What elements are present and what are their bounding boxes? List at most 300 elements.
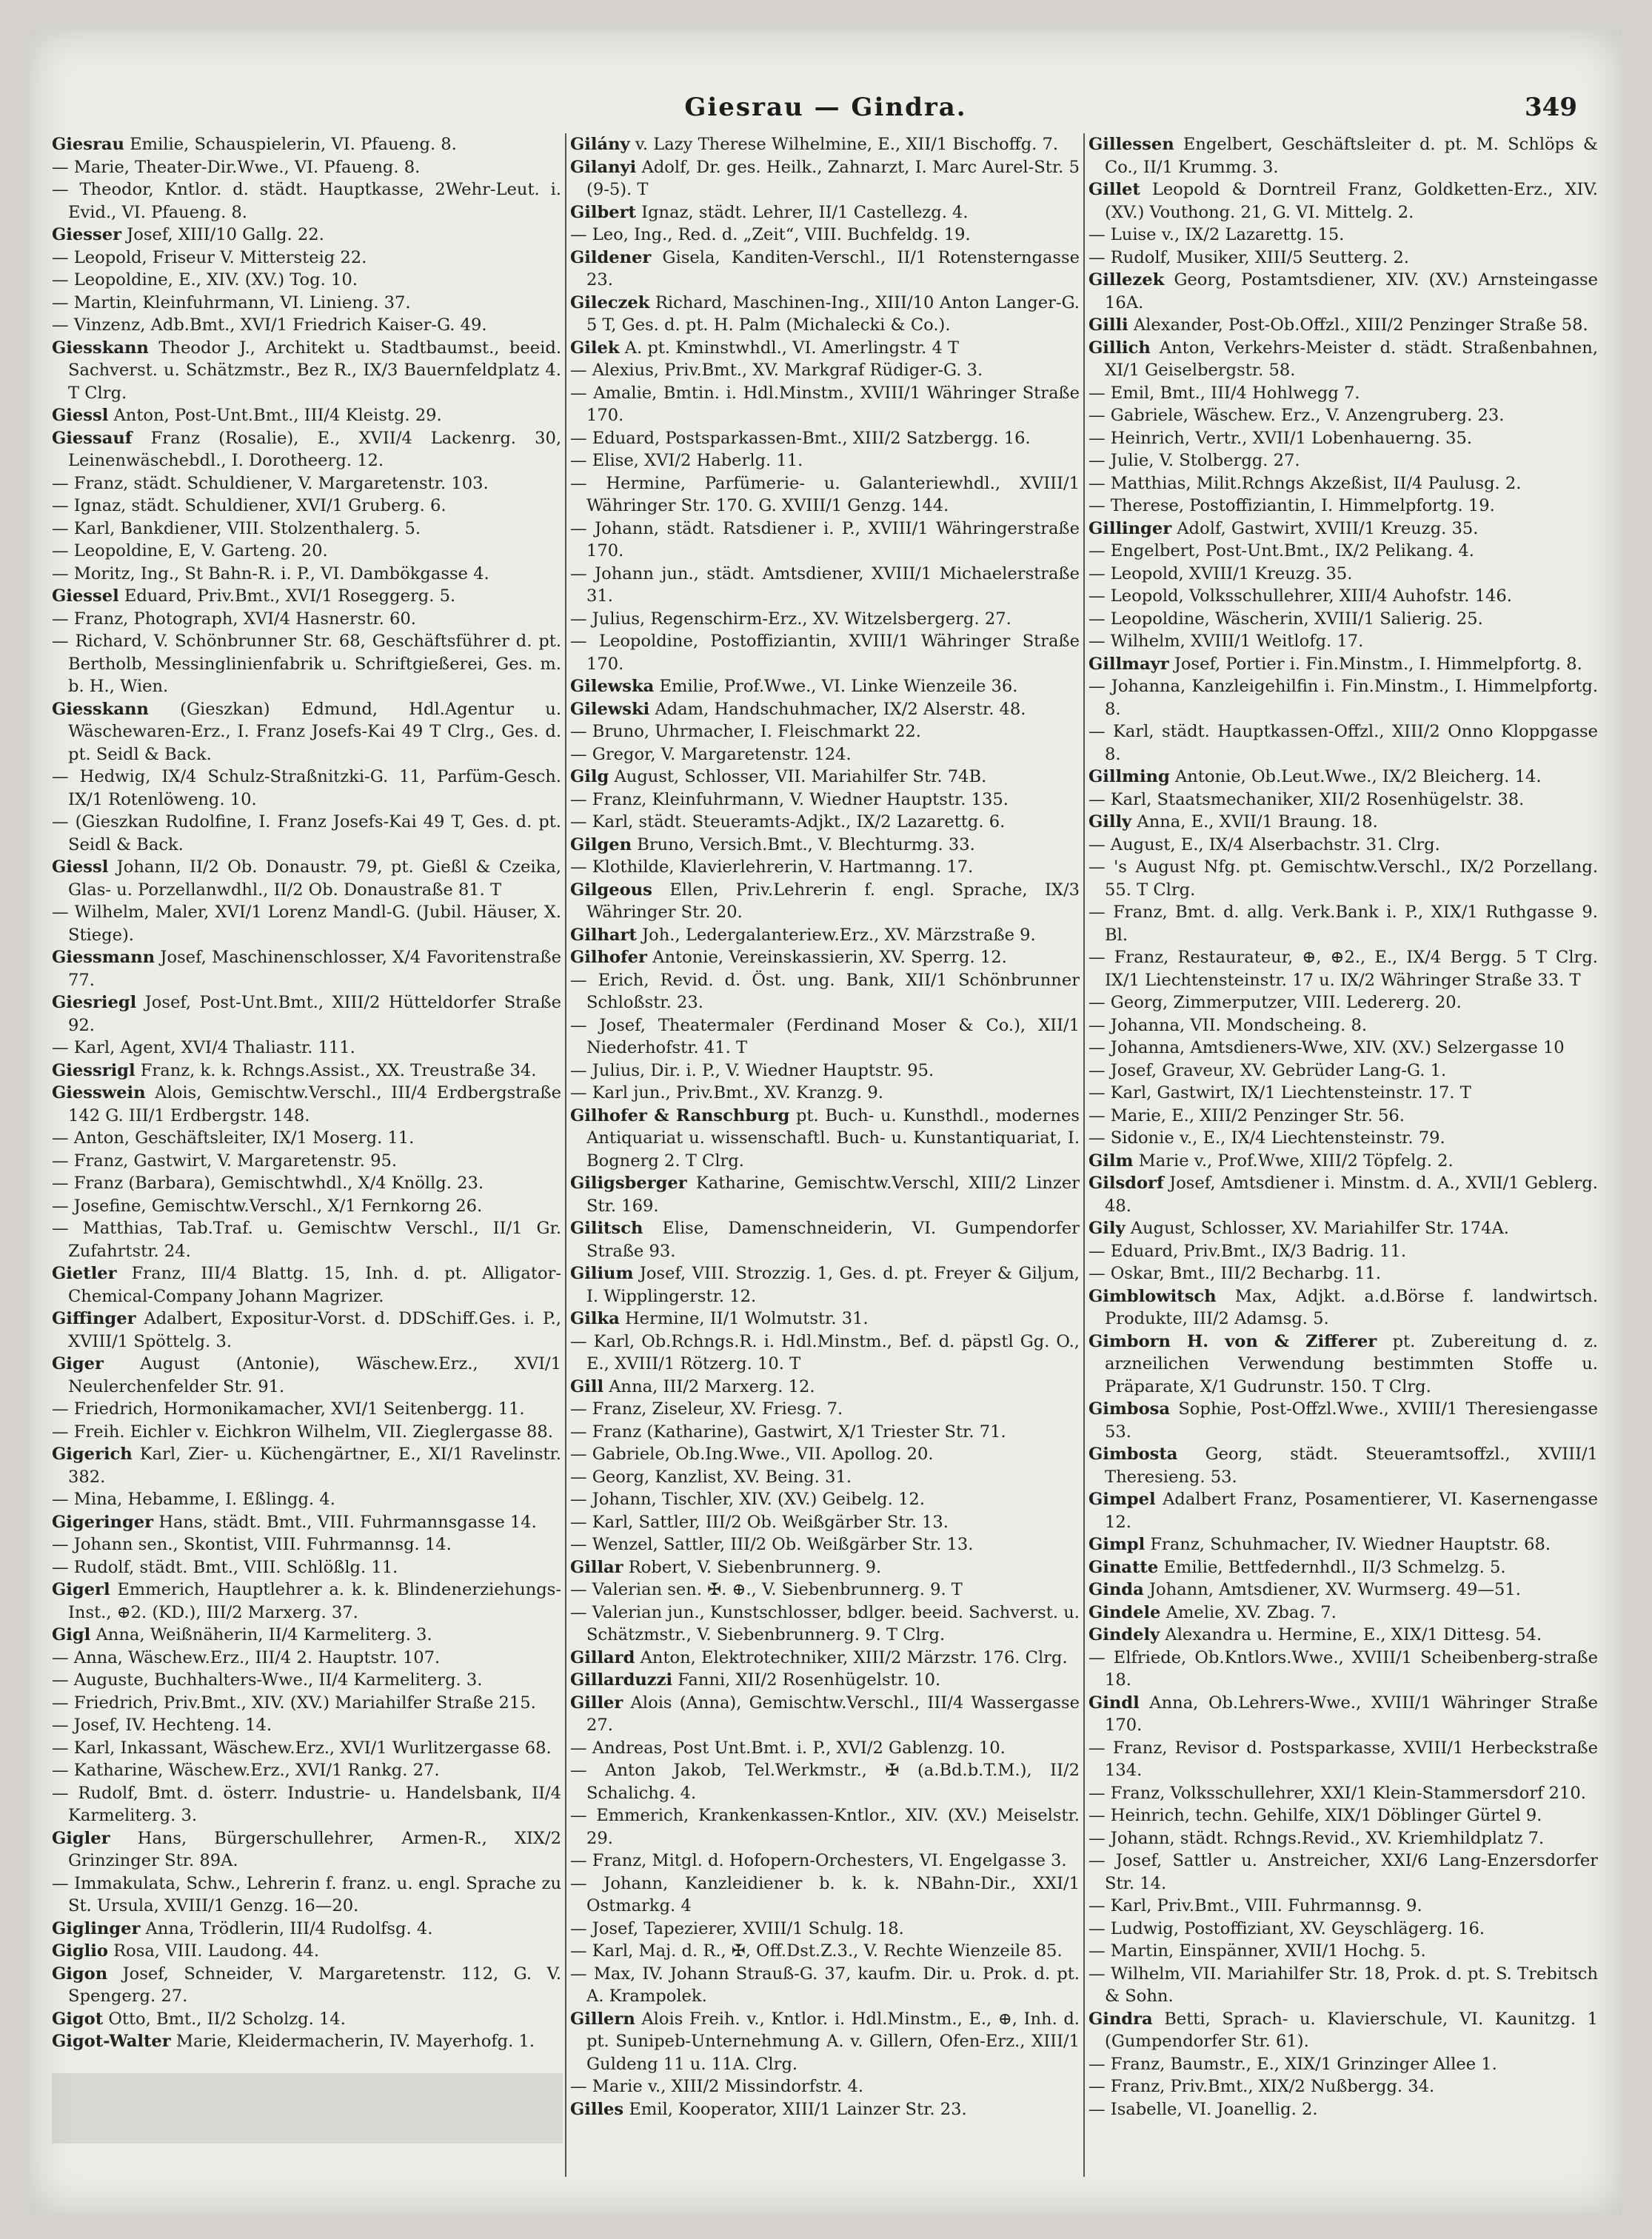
- entry-details: Sophie, Post-Offzl.Wwe., XVIII/1 Theresiengasse 53.: [1105, 1399, 1598, 1442]
- entry-details: — Julius, Regenschirm-Erz., XV. Witzelsbergerg. 27.: [570, 609, 1011, 629]
- directory-entry: [52, 1262, 561, 1308]
- directory-entry: [1088, 1918, 1598, 1941]
- entry-details: Hans, Bürgerschullehrer, Armen-R., XIX/2 Grinzinger Str. 89A.: [68, 1828, 561, 1870]
- entry-details: — August, E., IX/4 Alserbachstr. 31. Clrg.: [1088, 834, 1440, 854]
- directory-entry: [52, 427, 561, 472]
- directory-entry: [570, 924, 1080, 947]
- directory-entry: [52, 1060, 561, 1082]
- entry-details: Emilie, Schauspielerin, VI. Pfaueng. 8.: [130, 135, 457, 154]
- entry-details: Anna, Trödlerin, III/4 Rudolfsg. 4.: [145, 1918, 433, 1938]
- entry-details: — Bruno, Uhrmacher, I. Fleischmarkt 22.: [570, 722, 921, 741]
- directory-column-3: [1088, 133, 1598, 2184]
- entry-surname: Giffinger: [52, 1309, 136, 1328]
- entry-details: — Josef, Graveur, XV. Gebrüder Lang-G. 1.: [1088, 1060, 1447, 1080]
- entry-details: — Leopoldine, Wäscherin, XVIII/1 Salierig. 25.: [1088, 609, 1483, 629]
- entry-surname: Gilgen: [570, 834, 632, 854]
- entry-details: — Wenzel, Sattler, III/2 Ob. Weißgärber Str. 13.: [570, 1535, 974, 1554]
- directory-entry: [570, 743, 1080, 766]
- entry-surname: Gilewska: [570, 677, 655, 696]
- directory-entry: [1088, 1488, 1598, 1533]
- directory-entry: [1088, 1692, 1598, 1737]
- directory-entry: [52, 292, 561, 315]
- directory-entry: [1088, 1647, 1598, 1692]
- directory-entry: [52, 1421, 561, 1444]
- directory-entry: [570, 1105, 1080, 1173]
- directory-entry: [1088, 1037, 1598, 1060]
- directory-entry: [570, 1014, 1080, 1060]
- directory-entry: [570, 201, 1080, 224]
- directory-entry: [52, 495, 561, 518]
- entry-details: — Gregor, V. Margaretenstr. 124.: [570, 744, 852, 764]
- entry-details: — Klothilde, Klavierlehrerin, V. Hartmanng. 17.: [570, 857, 974, 877]
- entry-details: Hermine, II/1 Wolmutstr. 31.: [624, 1309, 869, 1328]
- directory-entry: [570, 1804, 1080, 1850]
- entry-surname: Giller: [570, 1693, 623, 1713]
- directory-entry: [52, 1918, 561, 1941]
- entry-surname: Gigerich: [52, 1445, 133, 1464]
- entry-surname: Gilhofer: [570, 948, 647, 967]
- entry-surname: Gimblowitsch: [1088, 1286, 1217, 1306]
- column-divider: [565, 133, 566, 2177]
- entry-details: Anna, Ob.Lehrers-Wwe., XVIII/1 Währinger Straße 170.: [1105, 1693, 1598, 1735]
- directory-entry: [570, 630, 1080, 675]
- directory-entry: [52, 991, 561, 1037]
- entry-details: Anton, Elektrotechniker, XIII/2 Märzstr. 176. Clrg.: [640, 1647, 1068, 1667]
- directory-entry: [1088, 1827, 1598, 1850]
- entry-surname: Giesskann: [52, 338, 149, 358]
- directory-entry: [1088, 1963, 1598, 2008]
- directory-entry: [1088, 1850, 1598, 1895]
- entry-details: — Karl, Priv.Bmt., VIII. Fuhrmannsg. 9.: [1088, 1896, 1422, 1915]
- entry-details: — Johann, städt. Ratsdiener i. P., XVIII/1 Währingerstraße 170.: [570, 518, 1080, 560]
- entry-details: — Johann, Tischler, XIV. (XV.) Geibelg. 12.: [570, 1490, 925, 1509]
- directory-entry: [570, 675, 1080, 698]
- entry-surname: Giglinger: [52, 1918, 141, 1938]
- entry-surname: Gigerl: [52, 1580, 110, 1599]
- directory-entry: [52, 133, 561, 156]
- directory-entry: [1088, 811, 1598, 834]
- entry-surname: Gily: [1088, 1219, 1126, 1238]
- entry-details: — Johanna, VII. Mondscheing. 8.: [1088, 1015, 1368, 1035]
- directory-entry: [1088, 2075, 1598, 2098]
- entry-details: — Franz (Katharine), Gastwirt, X/1 Triester Str. 71.: [570, 1422, 1006, 1442]
- entry-details: Georg, Postamtsdiener, XIV. (XV.) Arnsteingasse 16A.: [1105, 270, 1598, 312]
- entry-details: Engelbert, Geschäftsleiter d. pt. M. Schlöps & Co., II/1 Krummg. 3.: [1105, 135, 1598, 177]
- entry-surname: Gilány: [570, 135, 630, 154]
- entry-details: — Anna, Wäschew.Erz., III/4 2. Hauptstr. 107.: [52, 1647, 441, 1667]
- directory-entry: [1088, 518, 1598, 540]
- directory-entry: [52, 1579, 561, 1624]
- entry-details: — Johanna, Amtsdieners-Wwe, XIV. (XV.) Selzergasse 10: [1088, 1038, 1565, 1057]
- directory-entry: [52, 698, 561, 766]
- directory-entry: [570, 811, 1080, 834]
- directory-entry: [52, 1037, 561, 1060]
- directory-entry: [52, 247, 561, 270]
- entry-details: — Wilhelm, VII. Mariahilfer Str. 18, Prok. d. pt. S. Trebitsch & Sohn.: [1088, 1964, 1598, 2006]
- directory-entry: [52, 1127, 561, 1150]
- entry-details: — Anton, Geschäftsleiter, IX/1 Moserg. 11.: [52, 1128, 415, 1148]
- directory-entry: [52, 585, 561, 608]
- directory-entry: [570, 1556, 1080, 1579]
- entry-details: — Johann jun., städt. Amtsdiener, XVIII/1 Michaelerstraße 31.: [570, 563, 1080, 606]
- entry-details: — Immakulata, Schw., Lehrerin f. franz. u. engl. Sprache zu St. Ursula, XVIII/1 Genzg. 16—20.: [52, 1873, 561, 1915]
- directory-entry: [570, 720, 1080, 743]
- directory-entry: [570, 1579, 1080, 1602]
- entry-surname: Gilium: [570, 1264, 634, 1283]
- entry-surname: Giesser: [52, 225, 121, 244]
- entry-details: — Karl, städt. Steueramts-Adjkt., IX/2 Lazarettg. 6.: [570, 812, 1006, 831]
- directory-entry: [570, 1692, 1080, 1737]
- entry-details: — Franz, Priv.Bmt., XIX/2 Nußbergg. 34.: [1088, 2077, 1435, 2096]
- entry-details: — Wilhelm, Maler, XVI/1 Lorenz Mandl-G. (Jubil. Häuser, X. Stiege).: [52, 903, 561, 945]
- entry-details: — Franz, Bmt. d. allg. Verk.Bank i. P., XIX/1 Ruthgasse 9. Bl.: [1088, 903, 1598, 945]
- entry-details: Elise, Damenschneiderin, VI. Gumpendorfer Straße 93.: [586, 1219, 1080, 1261]
- entry-details: — Alexius, Priv.Bmt., XV. Markgraf Rüdiger-G. 3.: [570, 361, 983, 380]
- directory-entry: [52, 1963, 561, 2008]
- directory-entry: [570, 224, 1080, 247]
- entry-details: — Karl, Staatsmechaniker, XII/2 Rosenhügelstr. 38.: [1088, 789, 1525, 809]
- directory-entry: [1088, 404, 1598, 427]
- directory-entry: [52, 1511, 561, 1534]
- entry-details: Adalbert Franz, Posamentierer, VI. Kasernengasse 12.: [1105, 1490, 1598, 1532]
- entry-details: — Heinrich, techn. Gehilfe, XIX/1 Döblinger Gürtel 9.: [1088, 1806, 1542, 1825]
- entry-details: — Amalie, Bmtin. i. Hdl.Minstm., XVIII/1 Währinger Straße 170.: [570, 383, 1080, 425]
- directory-entry: [52, 901, 561, 946]
- entry-details: Marie, Kleidermacherin, IV. Mayerhofg. 1.: [175, 2032, 535, 2051]
- directory-entry: [570, 1759, 1080, 1804]
- entry-details: Antonie, Vereinskassierin, XV. Sperrg. 12.: [652, 948, 1007, 967]
- entry-details: — Karl, Sattler, III/2 Ob. Weißgärber Str. 13.: [570, 1512, 949, 1532]
- directory-column-2: [570, 133, 1080, 2184]
- entry-details: — Richard, V. Schönbrunner Str. 68, Geschäftsführer d. pt. Bertholb, Messinglinienfabrik u. Schriftgießerei, Ges. m. b. H., Wien.: [52, 632, 561, 696]
- entry-details: — Mina, Hebamme, I. Eßlingg. 4.: [52, 1490, 335, 1509]
- directory-entry: [570, 2075, 1080, 2098]
- directory-entry: [1088, 1217, 1598, 1240]
- entry-surname: Gilbert: [570, 202, 636, 222]
- entry-details: Bruno, Versich.Bmt., V. Blechturmg. 33.: [637, 834, 975, 854]
- entry-details: — Leo, Ing., Red. d. „Zeit“, VIII. Buchfeldg. 19.: [570, 225, 971, 244]
- directory-entry: [570, 1082, 1080, 1105]
- directory-entry: [52, 1172, 561, 1195]
- directory-entry: [570, 133, 1080, 156]
- directory-entry: [1088, 1579, 1598, 1602]
- directory-entry: [1088, 585, 1598, 608]
- directory-entry: [1088, 789, 1598, 811]
- directory-entry: [570, 1602, 1080, 1647]
- entry-details: Adolf, Gastwirt, XVIII/1 Kreuzg. 35.: [1177, 518, 1479, 538]
- entry-details: — Josef, Tapezierer, XVIII/1 Schulg. 18.: [570, 1918, 904, 1938]
- entry-details: Alois Freih. v., Kntlor. i. Hdl.Minstm., E., ⊕, Inh. d. pt. Sunipeb-Unternehmung A. v. Gillern, Ofen-Erz., XIII/1 Guldeng 11 u. 11A. Clrg.: [586, 2009, 1080, 2074]
- directory-entry: [52, 1217, 561, 1262]
- entry-details: — Karl, Ob.Rchngs.R. i. Hdl.Minstm., Bef. d. päpstl Gg. O., E., XVIII/1 Rötzerg. 10. T: [570, 1331, 1080, 1373]
- directory-entry: [52, 608, 561, 631]
- entry-details: Josef, VIII. Strozzig. 1, Ges. d. pt. Freyer & Giljum, I. Wipplingerstr. 12.: [586, 1264, 1080, 1306]
- directory-entry: [570, 834, 1080, 857]
- entry-surname: Giesrau: [52, 135, 124, 154]
- entry-details: — Heinrich, Vertr., XVII/1 Lobenhauerng. 35.: [1088, 428, 1473, 448]
- entry-details: Josef, Amtsdiener i. Minstm. d. A., XVII/1 Geblerg. 48.: [1105, 1174, 1598, 1216]
- entry-details: — Engelbert, Post-Unt.Bmt., IX/2 Pelikang. 4.: [1088, 541, 1474, 560]
- entry-details: — Josef, Sattler u. Anstreicher, XXI/6 Lang-Enzersdorfer Str. 14.: [1088, 1851, 1598, 1893]
- directory-entry: [570, 969, 1080, 1014]
- entry-details: Anna, E., XVII/1 Braung. 18.: [1137, 812, 1378, 831]
- directory-entry: [1088, 1060, 1598, 1082]
- entry-surname: Gillezek: [1088, 270, 1165, 290]
- directory-entry: [1088, 1172, 1598, 1217]
- directory-entry: [52, 1647, 561, 1670]
- entry-details: Ignaz, städt. Lehrer, II/1 Castellezg. 4.: [641, 202, 969, 222]
- entry-surname: Gillich: [1088, 338, 1151, 358]
- entry-details: — Rudolf, städt. Bmt., VIII. Schlößlg. 11.: [52, 1557, 398, 1577]
- directory-entry: [1088, 1443, 1598, 1488]
- entry-details: Emilie, Prof.Wwe., VI. Linke Wienzeile 36.: [659, 677, 1018, 696]
- entry-details: — Eduard, Postsparkassen-Bmt., XIII/2 Satzbergg. 16.: [570, 428, 1031, 448]
- entry-surname: Giessauf: [52, 428, 133, 448]
- entry-surname: Gilek: [570, 338, 620, 358]
- directory-entry: [1088, 133, 1598, 178]
- entry-details: — (Gieszkan Rudolfine, I. Franz Josefs-Kai 49 T, Ges. d. pt. Seidl & Back.: [52, 812, 561, 854]
- entry-details: — Franz, Baumstr., E., XIX/1 Grinzinger Allee 1.: [1088, 2054, 1497, 2074]
- entry-details: Franz, III/4 Blattg. 15, Inh. d. pt. Alligator-Chemical-Company Johann Magrizer.: [68, 1264, 561, 1306]
- entry-details: — Leopold, Volksschullehrer, XIII/4 Auhofstr. 146.: [1088, 586, 1512, 606]
- entry-details: — Martin, Einspänner, XVII/1 Hochg. 5.: [1088, 1941, 1426, 1961]
- entry-details: Anna, Weißnäherin, II/4 Karmeliterg. 3.: [96, 1625, 432, 1644]
- entry-details: Joh., Ledergalanteriew.Erz., XV. Märzstraße 9.: [642, 925, 1036, 945]
- directory-entry: [52, 1624, 561, 1647]
- directory-entry: [1088, 1285, 1598, 1331]
- directory-entry: [1088, 1262, 1598, 1285]
- entry-details: Alexandra u. Hermine, E., XIX/1 Dittesg. 54.: [1165, 1625, 1542, 1644]
- entry-details: — Josefine, Gemischtw.Verschl., X/1 Fernkorng 26.: [52, 1196, 483, 1216]
- entry-details: — Gabriele, Ob.Ing.Wwe., VII. Apollog. 20.: [570, 1445, 934, 1464]
- entry-details: Adam, Handschuhmacher, IX/2 Alserstr. 48.: [655, 699, 1026, 719]
- directory-entry: [1088, 834, 1598, 857]
- directory-entry: [570, 1963, 1080, 2008]
- entry-details: — Wilhelm, XVIII/1 Weitlofg. 17.: [1088, 632, 1364, 651]
- entry-details: — Eduard, Priv.Bmt., IX/3 Badrig. 11.: [1088, 1241, 1407, 1261]
- directory-entry: [1088, 427, 1598, 450]
- directory-entry: [570, 1421, 1080, 1444]
- directory-entry: [570, 1533, 1080, 1556]
- entry-details: Katharine, Gemischtw.Verschl, XIII/2 Linzer Str. 169.: [586, 1174, 1080, 1216]
- directory-entry: [1088, 540, 1598, 563]
- entry-surname: Gilli: [1088, 315, 1128, 335]
- entry-surname: Gindl: [1088, 1693, 1140, 1713]
- directory-entry: [570, 156, 1080, 201]
- directory-entry: [1088, 314, 1598, 337]
- entry-details: — Johann sen., Skontist, VIII. Fuhrmannsg. 14.: [52, 1535, 452, 1554]
- entry-details: — Emil, Bmt., III/4 Hohlwegg 7.: [1088, 383, 1360, 403]
- directory-entry: [1088, 1940, 1598, 1963]
- entry-surname: Gildener: [570, 247, 652, 267]
- directory-entry: [1088, 1804, 1598, 1827]
- entry-details: Josef, Post-Unt.Bmt., XIII/2 Hütteldorfer Straße 92.: [68, 993, 561, 1035]
- directory-entry: [1088, 675, 1598, 720]
- entry-details: pt. Buch- u. Kunsthdl., modernes Antiquariat u. wissenschaftl. Buch- u. Kunstantiquariat, I. Bognerg 2. T Clrg.: [586, 1105, 1080, 1171]
- entry-details: Emmerich, Hauptlehrer a. k. k. Blindenerziehungs-Inst., ⊕2. (KD.), III/2 Marxerg. 37.: [68, 1580, 561, 1622]
- directory-entry: [570, 2098, 1080, 2121]
- directory-entry: [570, 1872, 1080, 1918]
- entry-details: — Karl, Agent, XVI/4 Thaliastr. 111.: [52, 1038, 355, 1057]
- entry-surname: Gimbosa: [1088, 1399, 1171, 1419]
- directory-entry: [52, 1759, 561, 1782]
- directory-entry: [52, 1737, 561, 1760]
- directory-entry: [1088, 1602, 1598, 1624]
- entry-details: — Franz, Gastwirt, V. Margaretenstr. 95.: [52, 1151, 398, 1171]
- directory-entry: [1088, 563, 1598, 586]
- directory-entry: [52, 224, 561, 247]
- entry-surname: Gigler: [52, 1828, 110, 1848]
- entry-details: — Anton Jakob, Tel.Werkmstr., ✠ (a.Bd.b.T.M.), II/2 Schalichg. 4.: [570, 1761, 1080, 1803]
- entry-details: Marie v., Prof.Wwe, XIII/2 Töpfelg. 2.: [1138, 1151, 1454, 1171]
- page-number: 349: [1525, 93, 1577, 122]
- directory-entry: [52, 540, 561, 563]
- directory-entry: [570, 472, 1080, 518]
- entry-details: — Gabriele, Wäschew. Erz., V. Anzengruberg. 23.: [1088, 406, 1505, 425]
- entry-details: — Matthias, Tab.Traf. u. Gemischtw Verschl., II/1 Gr. Zufahrtstr. 24.: [52, 1219, 561, 1261]
- directory-entry: [1088, 1150, 1598, 1173]
- entry-details: Betti, Sprach- u. Klavierschule, VI. Kaunitzg. 1 (Gumpendorfer Str. 61).: [1105, 2009, 1598, 2051]
- entry-details: v. Lazy Therese Wilhelmine, E., XII/1 Bischoffg. 7.: [635, 135, 1059, 154]
- entry-details: — Hermine, Parfümerie- u. Galanteriewhdl., XVIII/1 Währinger Str. 170. G. XVIII/1 Genzg. 144.: [570, 473, 1080, 515]
- directory-entry: [1088, 1398, 1598, 1443]
- directory-entry: [1088, 382, 1598, 405]
- directory-entry: [52, 1353, 561, 1398]
- entry-details: — Auguste, Buchhalters-Wwe., II/4 Karmeliterg. 3.: [52, 1670, 483, 1690]
- entry-surname: Ginatte: [1088, 1557, 1159, 1577]
- entry-details: August, Schlosser, XV. Mariahilfer Str. 174A.: [1130, 1219, 1509, 1238]
- directory-entry: [52, 404, 561, 427]
- entry-details: — Franz, Ziseleur, XV. Friesg. 7.: [570, 1399, 843, 1419]
- directory-entry: [52, 1082, 561, 1127]
- entry-details: Fanni, XII/2 Rosenhügelstr. 10.: [678, 1670, 941, 1690]
- entry-surname: Gimpel: [1088, 1490, 1156, 1509]
- entry-details: Alois, Gemischtw.Verschl., III/4 Erdbergstraße 142 G. III/1 Erdbergstr. 148.: [68, 1083, 561, 1125]
- entry-details: Franz, Schuhmacher, IV. Wiedner Hauptstr. 68.: [1150, 1535, 1551, 1554]
- entry-surname: Gillinger: [1088, 518, 1172, 538]
- directory-entry: [52, 1669, 561, 1692]
- entry-details: — Franz, städt. Schuldiener, V. Margaretenstr. 103.: [52, 473, 489, 493]
- entry-surname: Gillet: [1088, 180, 1140, 199]
- directory-columns: [52, 133, 1599, 2192]
- entry-details: — Leopoldine, E., XIV. (XV.) Tog. 10.: [52, 270, 358, 290]
- directory-entry: [52, 1872, 561, 1918]
- entry-surname: Ginda: [1088, 1580, 1144, 1599]
- directory-entry: [570, 1918, 1080, 1941]
- directory-entry: [52, 1827, 561, 1872]
- directory-entry: [1088, 991, 1598, 1014]
- directory-entry: [570, 1669, 1080, 1692]
- entry-details: — Martin, Kleinfuhrmann, VI. Linieng. 37.: [52, 292, 411, 312]
- directory-entry: [570, 337, 1080, 360]
- directory-entry: [1088, 2053, 1598, 2076]
- entry-details: — Sidonie v., E., IX/4 Liechtensteinstr. 79.: [1088, 1128, 1445, 1148]
- entry-details: — Julie, V. Stolbergg. 27.: [1088, 451, 1300, 470]
- entry-details: — Marie, E., XIII/2 Penzinger Str. 56.: [1088, 1105, 1405, 1125]
- entry-surname: Giesswein: [52, 1083, 146, 1102]
- directory-entry: [570, 1511, 1080, 1534]
- directory-entry: [52, 472, 561, 495]
- entry-details: — Freih. Eichler v. Eichkron Wilhelm, VII. Zieglergasse 88.: [52, 1422, 553, 1442]
- directory-entry: [570, 766, 1080, 789]
- directory-entry: [52, 337, 561, 405]
- entry-details: — Johann, städt. Rchngs.Revid., XV. Kriemhildplatz 7.: [1088, 1828, 1545, 1848]
- entry-details: — Karl jun., Priv.Bmt., XV. Kranzg. 9.: [570, 1083, 883, 1102]
- entry-surname: Giligsberger: [570, 1174, 687, 1193]
- directory-entry: [52, 1443, 561, 1488]
- entry-details: Richard, Maschinen-Ing., XIII/10 Anton Langer-G. 5 T, Ges. d. pt. H. Palm (Michalecki & Co.).: [586, 292, 1080, 335]
- directory-entry: [52, 518, 561, 540]
- entry-surname: Gilm: [1088, 1151, 1134, 1171]
- directory-entry: [1088, 1533, 1598, 1556]
- directory-entry: [1088, 224, 1598, 247]
- entry-details: — Marie v., XIII/2 Missindorfstr. 4.: [570, 2077, 864, 2096]
- entry-details: Franz, k. k. Rchngs.Assist., XX. Treustraße 34.: [140, 1060, 537, 1080]
- directory-entry: [52, 178, 561, 224]
- entry-surname: Gigon: [52, 1964, 108, 1984]
- entry-details: — Franz, Mitgl. d. Hofopern-Orchesters, VI. Engelgasse 3.: [570, 1851, 1067, 1870]
- entry-surname: Gindely: [1088, 1625, 1160, 1644]
- entry-details: Karl, Zier- u. Küchengärtner, E., XI/1 Ravelinstr. 382.: [68, 1445, 561, 1487]
- entry-details: A. pt. Kminstwhdl., VI. Amerlingstr. 4 T: [624, 338, 960, 358]
- directory-entry: [1088, 337, 1598, 382]
- directory-entry: [570, 1850, 1080, 1872]
- directory-entry: [570, 1308, 1080, 1331]
- directory-entry: [52, 1782, 561, 1827]
- entry-details: — Josef, Theatermaler (Ferdinand Moser & Co.), XII/1 Niederhofstr. 41. T: [570, 1015, 1080, 1057]
- entry-details: Anna, III/2 Marxerg. 12.: [609, 1376, 815, 1396]
- directory-entry: [570, 1262, 1080, 1308]
- directory-entry: [570, 449, 1080, 472]
- entry-details: — Marie, Theater-Dir.Wwe., VI. Pfaueng. 8.: [52, 157, 421, 177]
- entry-surname: Giessmann: [52, 948, 155, 967]
- entry-details: — Leopoldine, E, V. Garteng. 20.: [52, 541, 328, 560]
- directory-entry: [570, 946, 1080, 969]
- entry-details: Anton, Verkehrs-Meister d. städt. Straßenbahnen, XI/1 Geiselbergstr. 58.: [1105, 338, 1598, 380]
- entry-surname: Gilgeous: [570, 880, 652, 900]
- entry-details: — Leopoldine, Postoffiziantin, XVIII/1 Währinger Straße 170.: [570, 632, 1080, 674]
- entry-surname: Gillessen: [1088, 135, 1174, 154]
- directory-entry: [570, 359, 1080, 382]
- directory-entry: [52, 1195, 561, 1218]
- entry-surname: Giessl: [52, 857, 109, 877]
- directory-entry: [1088, 495, 1598, 518]
- directory-entry: [52, 1308, 561, 1353]
- directory-entry: [52, 766, 561, 811]
- directory-entry: [570, 1376, 1080, 1399]
- directory-entry: [52, 156, 561, 179]
- entry-details: Georg, städt. Steueramtsoffzl., XVIII/1 Theresieng. 53.: [1105, 1445, 1598, 1487]
- entry-surname: Gilhart: [570, 925, 637, 945]
- entry-details: — Matthias, Milit.Rchngs Akzeßist, II/4 Paulusg. 2.: [1088, 473, 1522, 493]
- directory-entry: [570, 608, 1080, 631]
- entry-details: Theodor J., Architekt u. Stadtbaumst., beeid. Sachverst. u. Schätzmstr., Bez R., IX/3 Bauernfeldplatz 4. T Clrg.: [68, 338, 561, 403]
- entry-details: — Ignaz, städt. Schuldiener, XVI/1 Gruberg. 6.: [52, 496, 447, 515]
- entry-details: Johann, Amtsdiener, XV. Wurmserg. 49—51.: [1148, 1580, 1521, 1599]
- directory-entry: [570, 1443, 1080, 1466]
- entry-details: — Josef, IV. Hechteng. 14.: [52, 1716, 272, 1735]
- entry-surname: Giessl: [52, 406, 109, 425]
- entry-details: — Friedrich, Priv.Bmt., XIV. (XV.) Mariahilfer Straße 215.: [52, 1693, 536, 1713]
- entry-surname: Gimpl: [1088, 1535, 1146, 1554]
- entry-details: August, Schlosser, VII. Mariahilfer Str. 74B.: [614, 767, 987, 786]
- entry-surname: Gill: [570, 1376, 604, 1396]
- entry-surname: Gileczek: [570, 292, 650, 312]
- page-title: Giesrau — Gindra.: [684, 93, 967, 122]
- directory-entry: [570, 1398, 1080, 1421]
- entry-details: — Leopold, Friseur V. Mittersteig 22.: [52, 247, 367, 267]
- entry-details: Alexander, Post-Ob.Offzl., XIII/2 Penzinger Straße 58.: [1133, 315, 1588, 335]
